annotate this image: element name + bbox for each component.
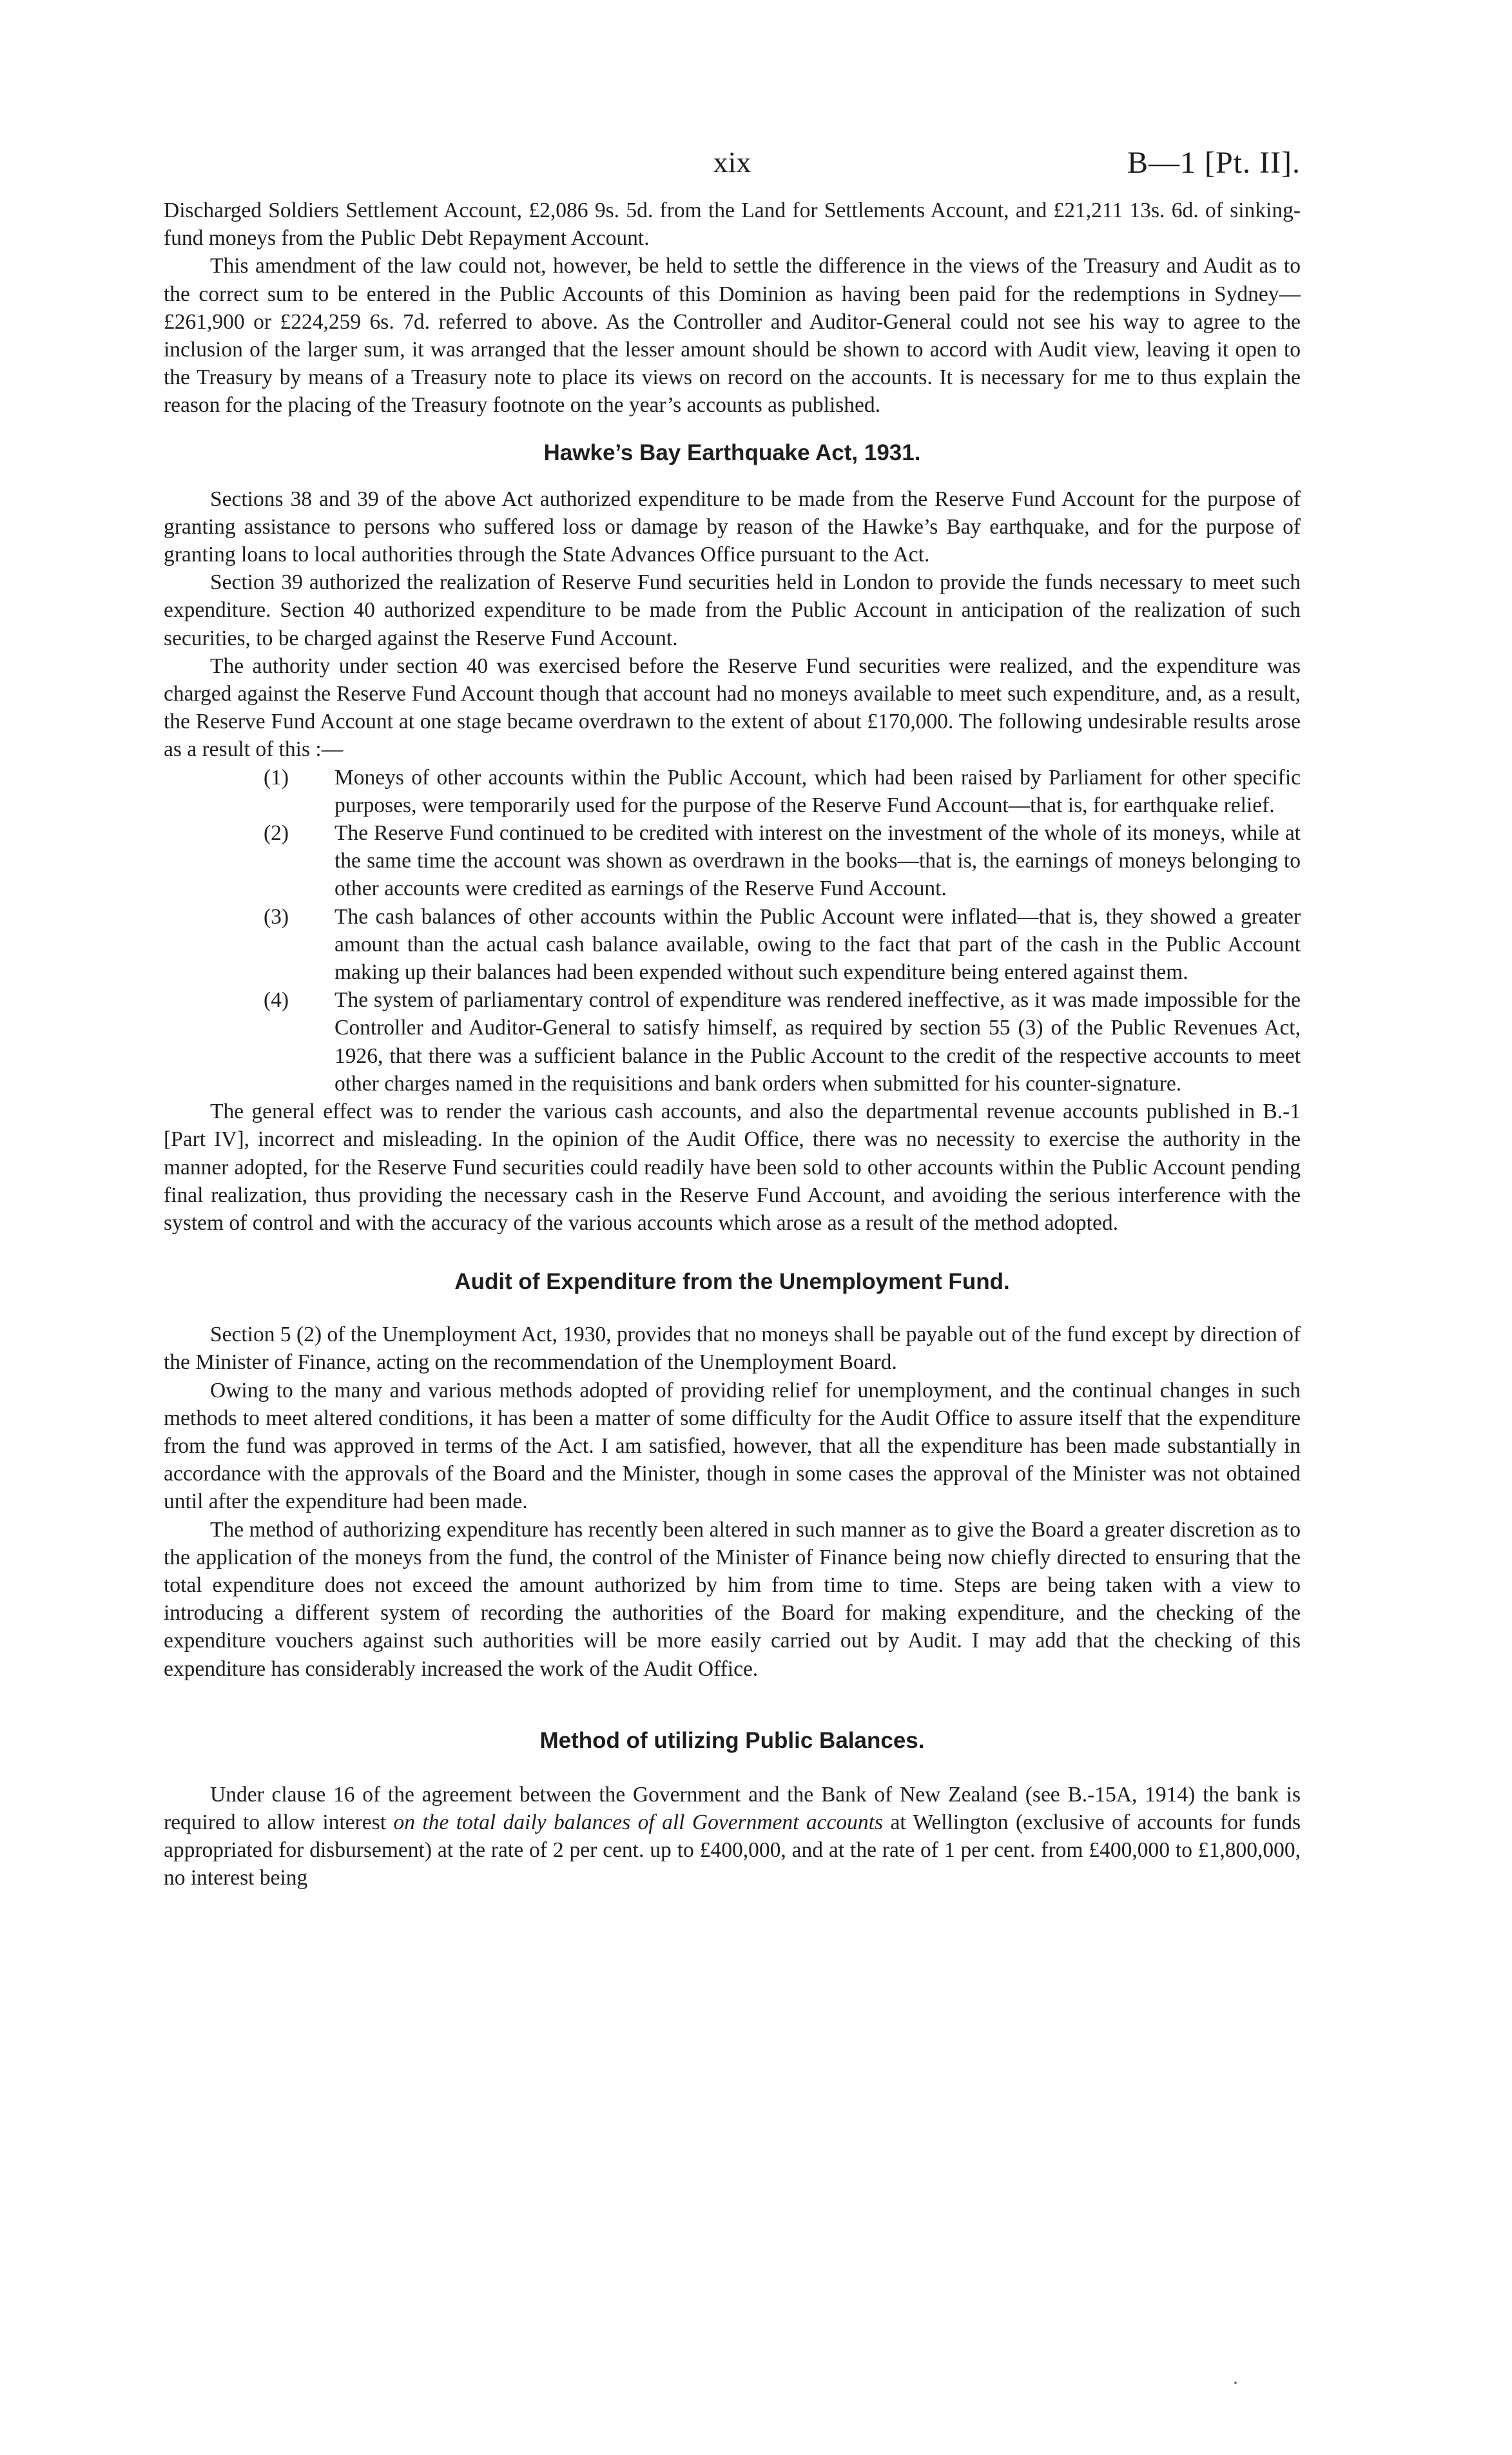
page-number: xix (713, 146, 751, 179)
list-item (164, 986, 1301, 1098)
section-heading-hawkes-bay: Hawke’s Bay Earthquake Act, 1931. (543, 440, 921, 465)
list-item-label: (3) (264, 904, 289, 929)
list-item-text: The system of parliamentary control of expenditure was rendered ineffective, as it was made impossible for the Controller and Auditor-General to satisfy himself, as required by section 55 (3) of the Public Revenues Act, 1926, that there was a sufficient balance in the Public Account to the credit of the respective accounts to meet other charges named in the requisitions and bank orders when submitted for his counter-signature. (334, 988, 1301, 1096)
page-body (164, 197, 1301, 1892)
unemployment-paragraph-1: Section 5 (2) of the Unemployment Act, 1930, provides that no moneys shall be payable out of the fund except by direction of the Minister of Finance, acting on the recommendation of the Unemployment Board. (164, 1323, 1301, 1375)
balances-text-end: at Wellington (exclusive of accounts for funds appropriated for disbursement) at the rate of 2 per cent. up to £400,000, and at the rate of 1 per cent. from £400,000 to £1,800,000, no interest being (164, 1810, 1301, 1890)
list-item-text: The cash balances of other accounts within the Public Account were inflated—that is, they showed a greater amount than the actual cash balance available, owing to the fact that part of the cash in the Public Account making up their balances had been expended without such expenditure being entered against them. (334, 904, 1301, 985)
document-reference: B—1 [Pt. II]. (1127, 146, 1301, 180)
balances-text-start: Under clause 16 of the agreement between the Government and the Bank of New Zealand (see B.-15A, 1914) the bank is required to allow interest (164, 1782, 1301, 1834)
hawke-paragraph-4: The general effect was to render the various cash accounts, and also the departmental revenue accounts published in B.-1 [Part IV], incorrect and misleading. In the opinion of the Audit Office, there was no necessity to exercise the authority in the manner adopted, for the Reserve Fund securities could readily have been sold to other accounts within the Public Account pending final realization, thus providing the necessary cash in the Reserve Fund Account, and avoiding the serious interference with the system of control and with the accuracy of the various accounts which arose as a result of the method adopted. (164, 1100, 1301, 1235)
list-item (164, 819, 1301, 903)
unemployment-paragraph-2: Owing to the many and various methods adopted of providing relief for unemployment, and the continual changes in such methods to meet altered conditions, it has been a matter of some difficulty for the Audit Office to assure itself that the expenditure from the fund was approved in terms of the Act. I am satisfied, however, that all the expenditure has been made substantially in accordance with the approvals of the Board and the Minister, though in some cases the approval of the Minister was not obtained until after the expenditure had been made. (164, 1378, 1301, 1514)
list-item-text: The Reserve Fund continued to be credited with interest on the investment of the whole of its moneys, while at the same time the account was shown as overdrawn in the books—that is, the earnings of moneys belonging to other accounts were credited as earnings of the Reserve Fund Account. (334, 821, 1301, 901)
list-item-label: (2) (264, 821, 289, 846)
hawke-paragraph-3: The authority under section 40 was exercised before the Reserve Fund securities were realized, and the expenditure was charged against the Reserve Fund Account though that account had no moneys available to meet such expenditure, and, as a result, the Reserve Fund Account at one stage became overdrawn to the extent of about £170,000. The following undesirable results arose as a result of this :— (164, 654, 1301, 762)
hawke-paragraph-1: Sections 38 and 39 of the above Act authorized expenditure to be made from the Reserve Fund Account for the purpose of granting assistance to persons who suffered loss or damage by reason of the Hawke’s Bay earthquake, and for the purpose of granting loans to local authorities through the State Advances Office pursuant to the Act. (164, 487, 1301, 567)
list-item (164, 764, 1301, 819)
list-item-text: Moneys of other accounts within the Public Account, which had been raised by Parliament for other specific purposes, were temporarily used for the purpose of the Reserve Fund Account—that is, for earthquake relief. (334, 765, 1301, 817)
section-heading-public-balances: Method of utilizing Public Balances. (539, 1727, 925, 1753)
list-item (164, 903, 1301, 987)
intro-paragraph-2: This amendment of the law could not, however, be held to settle the difference in the views of the Treasury and Audit as to the correct sum to be entered in the Public Accounts of this Dominion as having been paid for the redemptions in Sydney—£261,900 or £224,259 6s. 7d. referred to above. As the Controller and Auditor-General could not see his way to agree to the inclusion of the larger sum, it was arranged that the lesser amount should be shown to accord with Audit view, leaving it open to the Treasury by means of a Treasury note to place its views on record on the accounts. It is necessary for me to thus explain the reason for the placing of the Treasury footnote on the year’s accounts as published. (164, 254, 1301, 418)
page-header (164, 145, 1301, 190)
list-item-label: (1) (264, 765, 289, 790)
intro-paragraph-1: Discharged Soldiers Settlement Account, £2,086 9s. 5d. from the Land for Settlements Account, and £21,211 13s. 6d. of sinking-fund moneys from the Public Debt Repayment Account. (164, 199, 1301, 251)
balances-text-italic: on the total daily balances of all Government accounts (393, 1810, 884, 1834)
consequences-list (164, 764, 1301, 1098)
list-item-label: (4) (264, 988, 289, 1013)
scan-speck (1234, 2382, 1237, 2384)
hawke-paragraph-2: Section 39 authorized the realization of Reserve Fund securities held in London to provide the funds necessary to meet such expenditure. Section 40 authorized expenditure to be made from the Public Account in anticipation of the realization of such securities, to be charged against the Reserve Fund Account. (164, 570, 1301, 650)
section-heading-unemployment-fund: Audit of Expenditure from the Unemployment Fund. (454, 1269, 1010, 1295)
balances-paragraph-1 (164, 1781, 1301, 1892)
unemployment-paragraph-3: The method of authorizing expenditure has recently been altered in such manner as to give the Board a greater discretion as to the application of the moneys from the fund, the control of the Minister of Finance being now chiefly directed to ensuring that the total expenditure does not exceed the amount authorized by him from time to time. Steps are being taken with a view to introducing a different system of recording the authorities of the Board for making expenditure, and the checking of the expenditure vouchers against such authorities will be more easily carried out by Audit. I may add that the checking of this expenditure has considerably increased the work of the Audit Office. (164, 1517, 1301, 1681)
